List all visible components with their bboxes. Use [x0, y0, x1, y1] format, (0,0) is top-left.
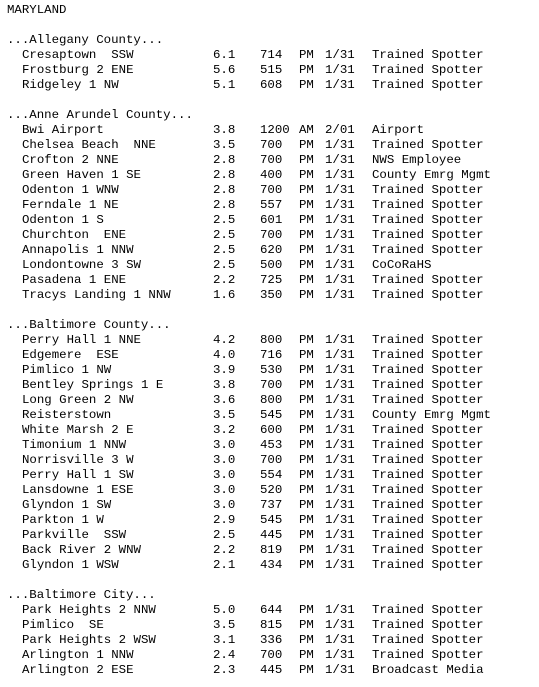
report-location: Timonium 1 NNW [22, 438, 127, 452]
report-location: Chelsea Beach NNE [22, 138, 156, 152]
county-heading: ...Allegany County... [7, 33, 164, 47]
report-date: 1/31 [325, 393, 355, 407]
report-ampm: PM [299, 498, 314, 512]
report-time: 520 [260, 483, 283, 497]
report-source: Trained Spotter [372, 288, 484, 302]
report-ampm: PM [299, 378, 314, 392]
report-location: Perry Hall 1 NNE [22, 333, 141, 347]
report-ampm: PM [299, 348, 314, 362]
county-heading: ...Baltimore City... [7, 588, 156, 602]
report-time: 557 [260, 198, 283, 212]
report-row [7, 633, 539, 648]
report-ampm: PM [299, 138, 314, 152]
report-source: County Emrg Mgmt [372, 408, 491, 422]
report-row [7, 423, 539, 438]
report-ampm: PM [299, 63, 314, 77]
report-date: 1/31 [325, 198, 355, 212]
report-ampm: PM [299, 153, 314, 167]
report-date: 1/31 [325, 168, 355, 182]
report-date: 1/31 [325, 273, 355, 287]
report-date: 1/31 [325, 618, 355, 632]
report-time: 725 [260, 273, 283, 287]
report-amount: 2.4 [213, 648, 236, 662]
report-date: 1/31 [325, 348, 355, 362]
report-location: Annapolis 1 NNW [22, 243, 134, 257]
report-location: Arlington 1 NNW [22, 648, 134, 662]
report-source: Trained Spotter [372, 498, 484, 512]
report-amount: 3.0 [213, 498, 236, 512]
report-source: Trained Spotter [372, 63, 484, 77]
report-row [7, 183, 539, 198]
report-row [7, 453, 539, 468]
report-time: 700 [260, 453, 283, 467]
report-amount: 2.5 [213, 258, 236, 272]
report-time: 620 [260, 243, 283, 257]
report-source: Trained Spotter [372, 483, 484, 497]
report-time: 714 [260, 48, 283, 62]
report-row [7, 213, 539, 228]
report-source: CoCoRaHS [372, 258, 432, 272]
report-location: Park Heights 2 NNW [22, 603, 156, 617]
report-time: 545 [260, 408, 283, 422]
report-ampm: PM [299, 213, 314, 227]
report-date: 1/31 [325, 63, 355, 77]
report-row [7, 648, 539, 663]
report-row [7, 198, 539, 213]
report-date: 1/31 [325, 138, 355, 152]
report-row [7, 63, 539, 78]
report-location: Park Heights 2 WSW [22, 633, 156, 647]
report-source: Trained Spotter [372, 183, 484, 197]
report-date: 1/31 [325, 288, 355, 302]
report-ampm: PM [299, 648, 314, 662]
report-location: Odenton 1 S [22, 213, 104, 227]
report-time: 350 [260, 288, 283, 302]
report-ampm: PM [299, 543, 314, 557]
report-location: Tracys Landing 1 NNW [22, 288, 171, 302]
report-row [7, 408, 539, 423]
report-amount: 3.2 [213, 423, 236, 437]
report-amount: 2.8 [213, 183, 236, 197]
county-section [7, 588, 539, 678]
report-time: 1200 [260, 123, 290, 137]
report-date: 1/31 [325, 48, 355, 62]
blank-line [7, 93, 539, 108]
report-date: 1/31 [325, 243, 355, 257]
report-source: Trained Spotter [372, 138, 484, 152]
report-source: Trained Spotter [372, 558, 484, 572]
report-amount: 3.5 [213, 408, 236, 422]
report-source: Broadcast Media [372, 663, 484, 677]
report-amount: 6.1 [213, 48, 236, 62]
report-amount: 2.9 [213, 513, 236, 527]
blank-line [7, 18, 539, 33]
report-location: Parkville SSW [22, 528, 127, 542]
report-ampm: PM [299, 528, 314, 542]
report-source: Trained Spotter [372, 228, 484, 242]
report-amount: 3.9 [213, 363, 236, 377]
report-source: Trained Spotter [372, 633, 484, 647]
report-date: 1/31 [325, 153, 355, 167]
report-row [7, 258, 539, 273]
report-row [7, 663, 539, 678]
report-date: 1/31 [325, 513, 355, 527]
report-ampm: PM [299, 288, 314, 302]
report-location: Parkton 1 W [22, 513, 104, 527]
report-source: Trained Spotter [372, 393, 484, 407]
report-row [7, 48, 539, 63]
report-source: Airport [372, 123, 425, 137]
report-ampm: PM [299, 408, 314, 422]
report-location: Ferndale 1 NE [22, 198, 119, 212]
report-source: Trained Spotter [372, 648, 484, 662]
report-row [7, 378, 539, 393]
report-location: White Marsh 2 E [22, 423, 134, 437]
report-location: Back River 2 WNW [22, 543, 141, 557]
report-date: 1/31 [325, 483, 355, 497]
report-date: 1/31 [325, 183, 355, 197]
report-source: NWS Employee [372, 153, 462, 167]
report-amount: 2.5 [213, 228, 236, 242]
report-ampm: PM [299, 558, 314, 572]
report-ampm: PM [299, 333, 314, 347]
report-row [7, 288, 539, 303]
report-amount: 2.1 [213, 558, 236, 572]
report-location: Pimlico 1 NW [22, 363, 112, 377]
report-location: Edgemere ESE [22, 348, 119, 362]
report-amount: 2.5 [213, 243, 236, 257]
report-date: 1/31 [325, 468, 355, 482]
report-source: Trained Spotter [372, 333, 484, 347]
report-amount: 3.6 [213, 393, 236, 407]
report-source: Trained Spotter [372, 78, 484, 92]
report-source: Trained Spotter [372, 48, 484, 62]
report-location: Reisterstown [22, 408, 112, 422]
report-date: 1/31 [325, 363, 355, 377]
report-time: 453 [260, 438, 283, 452]
report-row [7, 333, 539, 348]
report-time: 608 [260, 78, 283, 92]
report-date: 1/31 [325, 378, 355, 392]
report-ampm: PM [299, 183, 314, 197]
report-source: Trained Spotter [372, 603, 484, 617]
county-section [7, 108, 539, 318]
report-source: Trained Spotter [372, 453, 484, 467]
report-ampm: PM [299, 228, 314, 242]
report-location: Pimlico SE [22, 618, 104, 632]
report-source: Trained Spotter [372, 543, 484, 557]
report-location: Arlington 2 ESE [22, 663, 134, 677]
report-date: 1/31 [325, 423, 355, 437]
report-time: 815 [260, 618, 283, 632]
report-source: Trained Spotter [372, 198, 484, 212]
report-ampm: PM [299, 48, 314, 62]
report-source: Trained Spotter [372, 213, 484, 227]
report-time: 700 [260, 183, 283, 197]
report-date: 1/31 [325, 603, 355, 617]
report-location: Cresaptown SSW [22, 48, 134, 62]
report-time: 737 [260, 498, 283, 512]
report-source: Trained Spotter [372, 243, 484, 257]
report-ampm: PM [299, 273, 314, 287]
report-amount: 3.5 [213, 138, 236, 152]
report-ampm: PM [299, 168, 314, 182]
report-time: 700 [260, 138, 283, 152]
report-ampm: PM [299, 468, 314, 482]
report-time: 644 [260, 603, 283, 617]
report-time: 515 [260, 63, 283, 77]
report-ampm: PM [299, 258, 314, 272]
report-source: Trained Spotter [372, 423, 484, 437]
report-time: 819 [260, 543, 283, 557]
report-time: 445 [260, 663, 283, 677]
county-section [7, 33, 539, 108]
report-row [7, 543, 539, 558]
report-row [7, 603, 539, 618]
report-source: Trained Spotter [372, 438, 484, 452]
report-time: 800 [260, 393, 283, 407]
report-date: 1/31 [325, 438, 355, 452]
report-time: 434 [260, 558, 283, 572]
report-row [7, 513, 539, 528]
report-time: 530 [260, 363, 283, 377]
report-time: 554 [260, 468, 283, 482]
report-amount: 2.5 [213, 528, 236, 542]
report-location: Ridgeley 1 NW [22, 78, 119, 92]
report-location: Green Haven 1 SE [22, 168, 141, 182]
report-ampm: PM [299, 618, 314, 632]
report-amount: 5.1 [213, 78, 236, 92]
report-amount: 2.8 [213, 168, 236, 182]
report-time: 601 [260, 213, 283, 227]
report-location: Glyndon 1 WSW [22, 558, 119, 572]
county-section [7, 318, 539, 588]
report-date: 1/31 [325, 648, 355, 662]
report-row [7, 393, 539, 408]
report-amount: 2.2 [213, 543, 236, 557]
report-row [7, 243, 539, 258]
report-location: Crofton 2 NNE [22, 153, 119, 167]
report-row [7, 618, 539, 633]
county-heading: ...Anne Arundel County... [7, 108, 193, 122]
report-amount: 4.0 [213, 348, 236, 362]
report-row [7, 273, 539, 288]
report-amount: 2.2 [213, 273, 236, 287]
county-sections [7, 33, 539, 678]
report-date: 1/31 [325, 78, 355, 92]
report-amount: 5.0 [213, 603, 236, 617]
report-date: 1/31 [325, 558, 355, 572]
report-source: Trained Spotter [372, 363, 484, 377]
report-location: Bwi Airport [22, 123, 104, 137]
report-row [7, 138, 539, 153]
report-time: 400 [260, 168, 283, 182]
report-time: 336 [260, 633, 283, 647]
report-ampm: PM [299, 363, 314, 377]
report-ampm: PM [299, 78, 314, 92]
report-amount: 3.8 [213, 123, 236, 137]
report-amount: 2.5 [213, 213, 236, 227]
report-amount: 3.0 [213, 483, 236, 497]
report-location: Norrisville 3 W [22, 453, 134, 467]
report-time: 700 [260, 153, 283, 167]
report-source: Trained Spotter [372, 378, 484, 392]
report-amount: 2.8 [213, 153, 236, 167]
report-location: Londontowne 3 SW [22, 258, 141, 272]
report-ampm: PM [299, 423, 314, 437]
report-date: 1/31 [325, 213, 355, 227]
report-time: 445 [260, 528, 283, 542]
report-date: 1/31 [325, 543, 355, 557]
report-row [7, 483, 539, 498]
report-location: Pasadena 1 ENE [22, 273, 127, 287]
blank-line [7, 573, 539, 588]
report-amount: 3.0 [213, 453, 236, 467]
report-amount: 3.0 [213, 438, 236, 452]
report-date: 1/31 [325, 498, 355, 512]
report-amount: 4.2 [213, 333, 236, 347]
report-date: 1/31 [325, 258, 355, 272]
report-ampm: PM [299, 633, 314, 647]
report-ampm: PM [299, 453, 314, 467]
report-time: 700 [260, 228, 283, 242]
report-ampm: PM [299, 603, 314, 617]
report-location: Lansdowne 1 ESE [22, 483, 134, 497]
report-ampm: PM [299, 483, 314, 497]
report-date: 1/31 [325, 528, 355, 542]
report-row [7, 78, 539, 93]
report-ampm: PM [299, 513, 314, 527]
report-row [7, 498, 539, 513]
report-amount: 3.0 [213, 468, 236, 482]
report-amount: 3.5 [213, 618, 236, 632]
report-ampm: PM [299, 663, 314, 677]
report-ampm: AM [299, 123, 314, 137]
report-time: 800 [260, 333, 283, 347]
report-row [7, 348, 539, 363]
report-time: 716 [260, 348, 283, 362]
report-location: Perry Hall 1 SW [22, 468, 134, 482]
report-location: Long Green 2 NW [22, 393, 134, 407]
report-row [7, 438, 539, 453]
report-source: Trained Spotter [372, 468, 484, 482]
report-location: Churchton ENE [22, 228, 127, 242]
report-amount: 2.3 [213, 663, 236, 677]
report-time: 500 [260, 258, 283, 272]
report-location: Bentley Springs 1 E [22, 378, 164, 392]
report-amount: 3.1 [213, 633, 236, 647]
report-source: County Emrg Mgmt [372, 168, 491, 182]
report-amount: 1.6 [213, 288, 236, 302]
report-ampm: PM [299, 243, 314, 257]
report-location: Frostburg 2 ENE [22, 63, 134, 77]
report-location: Glyndon 1 SW [22, 498, 112, 512]
report-row [7, 228, 539, 243]
report-amount: 5.6 [213, 63, 236, 77]
report-row [7, 528, 539, 543]
report-time: 700 [260, 648, 283, 662]
report-date: 1/31 [325, 663, 355, 677]
report-ampm: PM [299, 198, 314, 212]
report-source: Trained Spotter [372, 618, 484, 632]
report-amount: 2.8 [213, 198, 236, 212]
report-ampm: PM [299, 438, 314, 452]
report-row [7, 468, 539, 483]
report-row [7, 123, 539, 138]
report-time: 700 [260, 378, 283, 392]
report-date: 1/31 [325, 408, 355, 422]
report-source: Trained Spotter [372, 528, 484, 542]
report-row [7, 168, 539, 183]
county-heading: ...Baltimore County... [7, 318, 171, 332]
report-date: 1/31 [325, 633, 355, 647]
report-row [7, 558, 539, 573]
report-date: 1/31 [325, 228, 355, 242]
report-source: Trained Spotter [372, 348, 484, 362]
report-location: Odenton 1 WNW [22, 183, 119, 197]
report-source: Trained Spotter [372, 513, 484, 527]
report-time: 600 [260, 423, 283, 437]
report-amount: 3.8 [213, 378, 236, 392]
report-time: 545 [260, 513, 283, 527]
report-row [7, 153, 539, 168]
report-date: 2/01 [325, 123, 355, 137]
state-heading: MARYLAND [7, 3, 67, 17]
report-ampm: PM [299, 393, 314, 407]
report-row [7, 363, 539, 378]
blank-line [7, 303, 539, 318]
report-date: 1/31 [325, 333, 355, 347]
report-source: Trained Spotter [372, 273, 484, 287]
report-date: 1/31 [325, 453, 355, 467]
